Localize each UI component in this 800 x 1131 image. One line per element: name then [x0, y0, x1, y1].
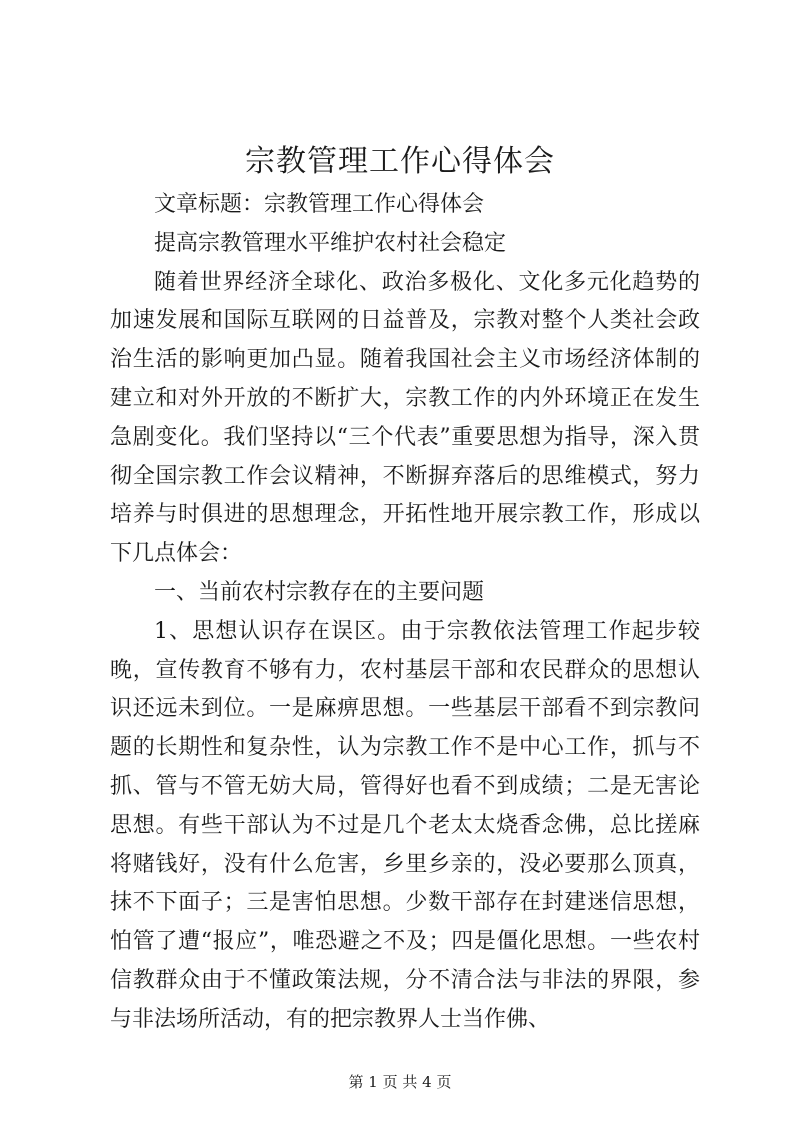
document-body — [110, 186, 700, 1040]
section-heading: 一、当前农村宗教存在的主要问题 — [154, 579, 485, 605]
page-footer: 第 1 页 共 4 页 — [348, 1073, 452, 1091]
article-title-line: 文章标题：宗教管理工作心得体会 — [154, 192, 485, 217]
body-paragraph: 1、思想认识存在误区。由于宗教依法管理工作起步较晚，宣传教育不够有力，农村基层干部和农民群众的思想认识还远未到位。一是麻痹思想。一些基层干部看不到宗教问题的长期性和复杂性，认为宗教工作不是中心工作，抓与不抓、管与不管无妨大局，管得好也看不到成绩；二是无害论思想。有些干部认为不过是几个老太太烧香念佛，总比搓麻将赌钱好，没有什么危害，乡里乡亲的，没必要那么顶真，抹不下面子；三是害怕思想。少数干部存在封建迷信思想，怕管了遭“报应”，唯恐避之不及；四是僵化思想。一些农村信教群众由于不懂政策法规，分不清合法与非法的界限，参与非法场所活动，有的把宗教界人士当作佛、 — [110, 618, 700, 1032]
subtitle-line: 提高宗教管理水平维护农村社会稳定 — [154, 230, 507, 256]
intro-paragraph: 随着世界经济全球化、政治多极化、文化多元化趋势的加速发展和国际互联网的日益普及，宗教对整个人类社会政治生活的影响更加凸显。随着我国社会主义市场经济体制的建立和对外开放的不断扩大，宗教工作的内外环境正在发生急剧变化。我们坚持以“三个代表”重要思想为指导，深入贯彻全国宗教工作会议精神，不断摒弃落后的思维模式，努力培养与时俱进的思想理念，开拓性地开展宗教工作，形成以下几点体会： — [110, 269, 700, 567]
document-title: 宗教管理工作心得体会 — [245, 144, 555, 179]
